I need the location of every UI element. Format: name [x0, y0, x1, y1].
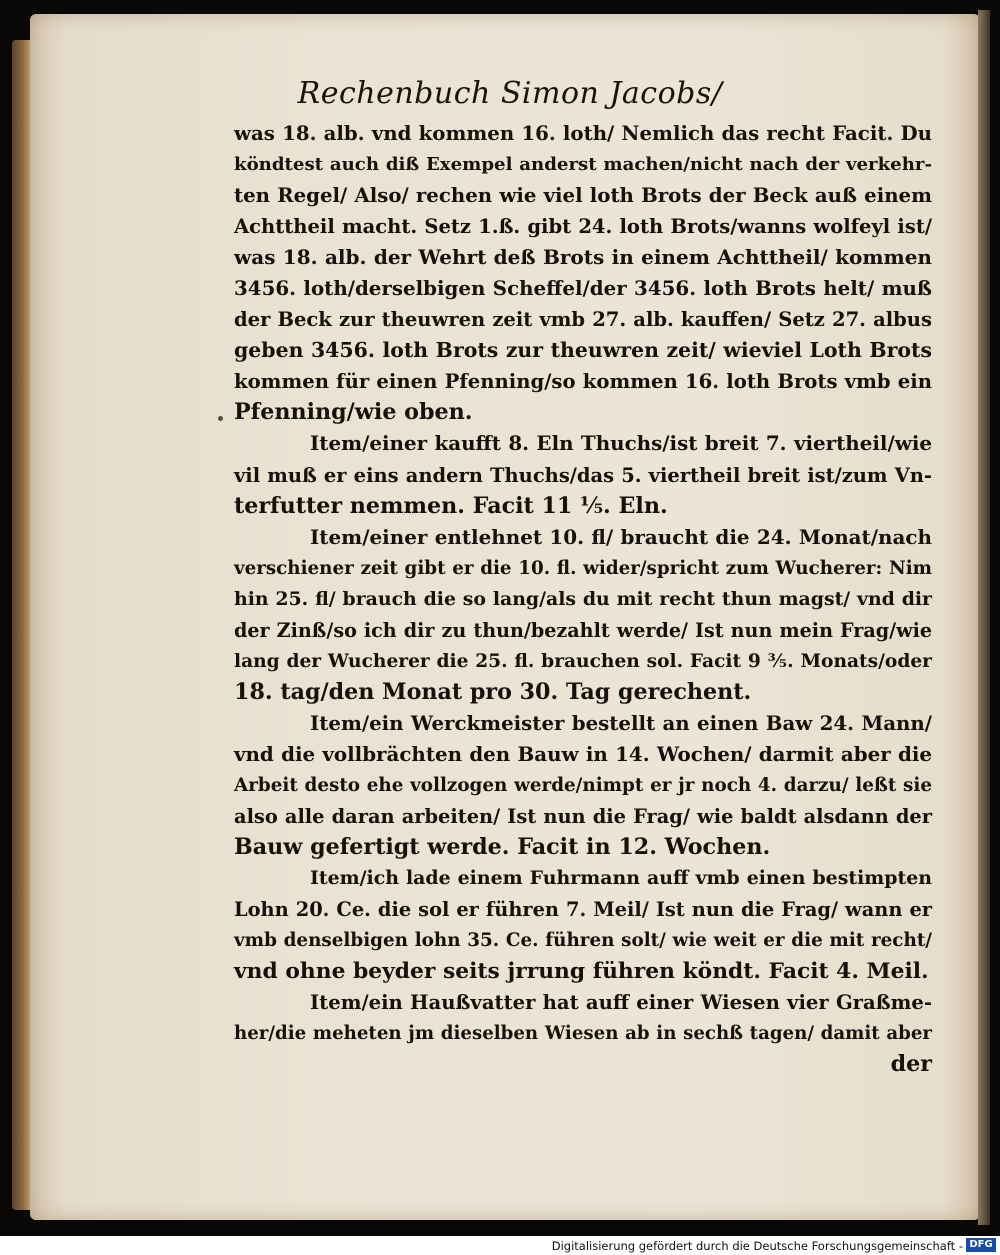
text-line: hin 25. fl/ brauch die so lang/als du mit recht thun magst/ vnd dir: [234, 587, 932, 610]
text-line: was 18. alb. der Wehrt deß Brots in einem Achttheil/ kommen: [234, 245, 932, 270]
text-line: Item/einer kaufft 8. Eln Thuchs/ist breit 7. viertheil/wie: [310, 431, 932, 456]
footer-credit: Digitalisierung gefördert durch die Deutsche Forschungsgemeinschaft -: [551, 1239, 963, 1253]
text-line: Item/ich lade einem Fuhrmann auff vmb einen bestimpten: [310, 867, 932, 890]
text-line: Bauw gefertigt werde. Facit in 12. Wochen.: [234, 834, 771, 861]
text-line: 18. tag/den Monat pro 30. Tag gerechent.: [234, 678, 752, 705]
text-line: 3456. loth/derselbigen Scheffel/der 3456. loth Brots helt/ muß: [234, 276, 932, 301]
margin-mark: [218, 416, 223, 421]
text-line: Pfenning/wie oben.: [234, 399, 473, 426]
text-line: Item/ein Werckmeister bestellt an einen Baw 24. Mann/: [310, 710, 932, 735]
text-line: vnd die vollbrächten den Bauw in 14. Wochen/ darmit aber die: [234, 741, 932, 766]
text-line: der Beck zur theuwren zeit vmb 27. alb. kauffen/ Setz 27. albus: [234, 308, 932, 332]
text-line: vmb denselbigen lohn 35. Ce. führen solt/ wie weit er die mit recht/: [234, 930, 932, 952]
text-line: ten Regel/ Also/ rechen wie viel loth Brots der Beck auß einem: [234, 183, 932, 208]
text-line: der Zinß/so ich dir zu thun/bezahlt werde/ Ist nun mein Frag/wie: [234, 618, 932, 642]
book-edge-right: [978, 10, 990, 1225]
book-edge-left: [12, 40, 30, 1210]
text-line: geben 3456. loth Brots zur theuwren zeit/ wieviel Loth Brots: [234, 338, 932, 363]
text-line: Item/einer entlehnet 10. fl/ braucht die 24. Monat/nach: [310, 524, 932, 549]
text-line: der: [890, 1051, 932, 1078]
text-line: köndtest auch diß Exempel anderst machen/nicht nach der verkehr-: [234, 154, 932, 176]
text-line: her/die meheten jm dieselben Wiesen ab in sechß tagen/ damit aber: [234, 1023, 932, 1045]
text-line: Achttheil macht. Setz 1.ß. gibt 24. loth Brots/wanns wolfeyl ist/: [234, 215, 932, 239]
footer-bar: [0, 1236, 1000, 1255]
text-line: kommen für einen Pfenning/so kommen 16. loth Brots vmb ein: [234, 370, 932, 394]
text-line: vnd ohne beyder seits jrrung führen köndt. Facit 4. Meil.: [234, 959, 929, 985]
running-header: Rechenbuch Simon Jacobs/: [297, 76, 723, 111]
text-line: terfutter nemmen. Facit 11 ⅕. Eln.: [234, 492, 668, 519]
text-line: verschiener zeit gibt er die 10. fl. wider/spricht zum Wucherer: Nim: [234, 557, 932, 579]
text-line: was 18. alb. vnd kommen 16. loth/ Nemlich das recht Facit. Du: [234, 121, 932, 145]
text-line: also alle daran arbeiten/ Ist nun die Frag/ wie baldt alsdann der: [234, 805, 932, 829]
text-line: lang der Wucherer die 25. fl. brauchen sol. Facit 9 ⅗. Monats/oder: [234, 650, 932, 672]
text-line: Lohn 20. Ce. die sol er führen 7. Meil/ Ist nun die Frag/ wann er: [234, 898, 932, 922]
text-line: Item/ein Haußvatter hat auff einer Wiesen vier Graßme-: [310, 991, 932, 1015]
page-body-text: [234, 118, 932, 1080]
text-line: Arbeit desto ehe vollzogen werde/nimpt er jr noch 4. darzu/ leßt sie: [234, 774, 932, 796]
dfg-logo: DFG: [966, 1238, 996, 1252]
text-line: vil muß er eins andern Thuchs/das 5. viertheil breit ist/zum Vn-: [234, 463, 932, 487]
